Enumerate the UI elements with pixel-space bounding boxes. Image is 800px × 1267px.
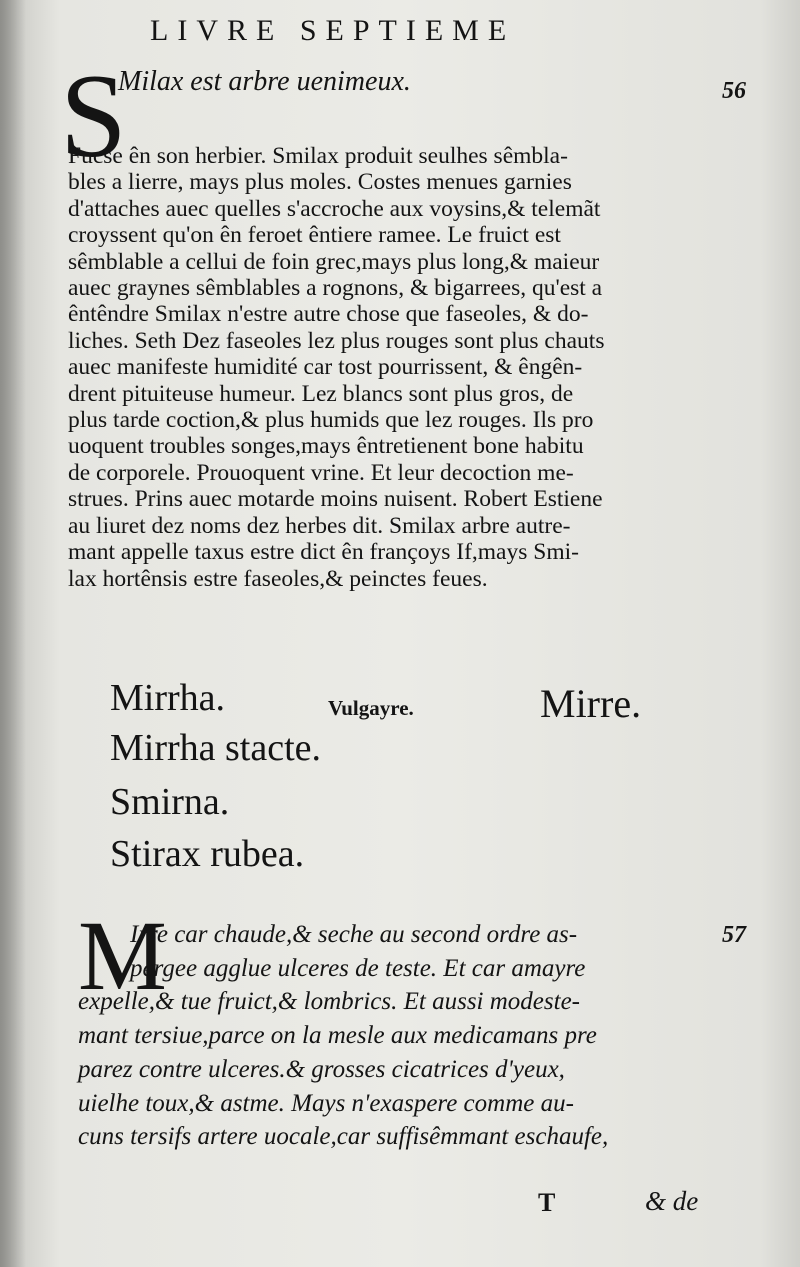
- text-line: Fucse ên son herbier. Smilax produit seulhes sêmbla-: [68, 143, 568, 169]
- latin-name: Stirax rubea.: [110, 833, 305, 875]
- text-line: lax hortênsis estre faseoles,& peinctes feues.: [68, 565, 488, 592]
- text-line: strues. Prins auec motarde moins nuisent. Robert Estiene: [68, 486, 603, 513]
- dropcap-m: M: [78, 900, 167, 1011]
- section-heading-smilax: Milax est arbre uenimeux.: [118, 66, 411, 97]
- text-line: sêmblable a cellui de foin grec,mays plus long,& maieur: [68, 248, 600, 275]
- text-line: Irre car chaude,& seche au second ordre as-: [130, 921, 578, 948]
- catchword: & de: [645, 1186, 699, 1216]
- text-line: mant tersiue,parce on la mesle aux medicamans pre: [78, 1022, 597, 1050]
- latin-name: Mirrha.: [110, 677, 226, 719]
- folio-number-middle: 57: [722, 922, 746, 948]
- text-line: au liuret dez noms dez herbes dit. Smilax arbre autre-: [68, 512, 571, 539]
- latin-name: Smirna.: [110, 781, 230, 823]
- mirre-paragraph: [78, 918, 718, 1154]
- smilax-paragraph: [68, 143, 718, 592]
- text-line: êntêndre Smilax n'estre autre chose que faseoles, & do-: [68, 301, 589, 328]
- text-line: de corporele. Prouoquent vrine. Et leur decoction me-: [68, 459, 574, 486]
- text-line: auec manifeste humidité car tost pourrissent, & êngên-: [68, 354, 583, 381]
- running-head: LIVRE SEPTIEME: [150, 14, 516, 47]
- text-line: bles a lierre, mays plus moles. Costes menues garnies: [68, 169, 572, 196]
- latin-name: Mirrha stacte.: [110, 727, 322, 769]
- text-line: drent pituiteuse humeur. Lez blancs sont plus gros, de: [68, 380, 574, 407]
- french-name: Mirre.: [540, 681, 642, 726]
- text-line: uoquent troubles songes,mays êntretienent bone habitu: [68, 433, 584, 460]
- text-line: mant appelle taxus estre dict ên françoys If,mays Smi-: [68, 539, 579, 566]
- text-line: croyssent qu'on ên feroet êntiere ramee. Le fruict est: [68, 222, 561, 249]
- gutter-shadow: [0, 0, 26, 1267]
- dropcap-s: S: [60, 49, 127, 182]
- text-line: d'attaches auec quelles s'accroche aux voysins,& telemãt: [68, 195, 601, 222]
- folio-number-top: 56: [722, 78, 746, 104]
- text-line: parez contre ulceres.& grosses cicatrices d'yeux,: [78, 1055, 565, 1083]
- signature-mark: T: [538, 1188, 556, 1217]
- text-line: liches. Seth Dez faseoles lez plus rouges sont plus chauts: [68, 327, 605, 354]
- text-line: uielhe toux,& astme. Mays n'exaspere comme au-: [78, 1089, 574, 1117]
- plant-names-block: [110, 676, 710, 886]
- text-line: expelle,& tue fruict,& lombrics. Et aussi modeste-: [78, 988, 580, 1016]
- text-line: auec graynes sêmblables a rognons, & bigarrees, qu'est a: [68, 275, 603, 302]
- text-line: plus tarde coction,& plus humids que lez rouges. Ils pro: [68, 407, 594, 434]
- text-line: pergee agglue ulceres de teste. Et car amayre: [130, 954, 586, 982]
- text-line: cuns tersifs artere uocale,car suffisêmmant eschaufe,: [78, 1123, 609, 1151]
- vulgar-label: Vulgayre.: [328, 696, 414, 720]
